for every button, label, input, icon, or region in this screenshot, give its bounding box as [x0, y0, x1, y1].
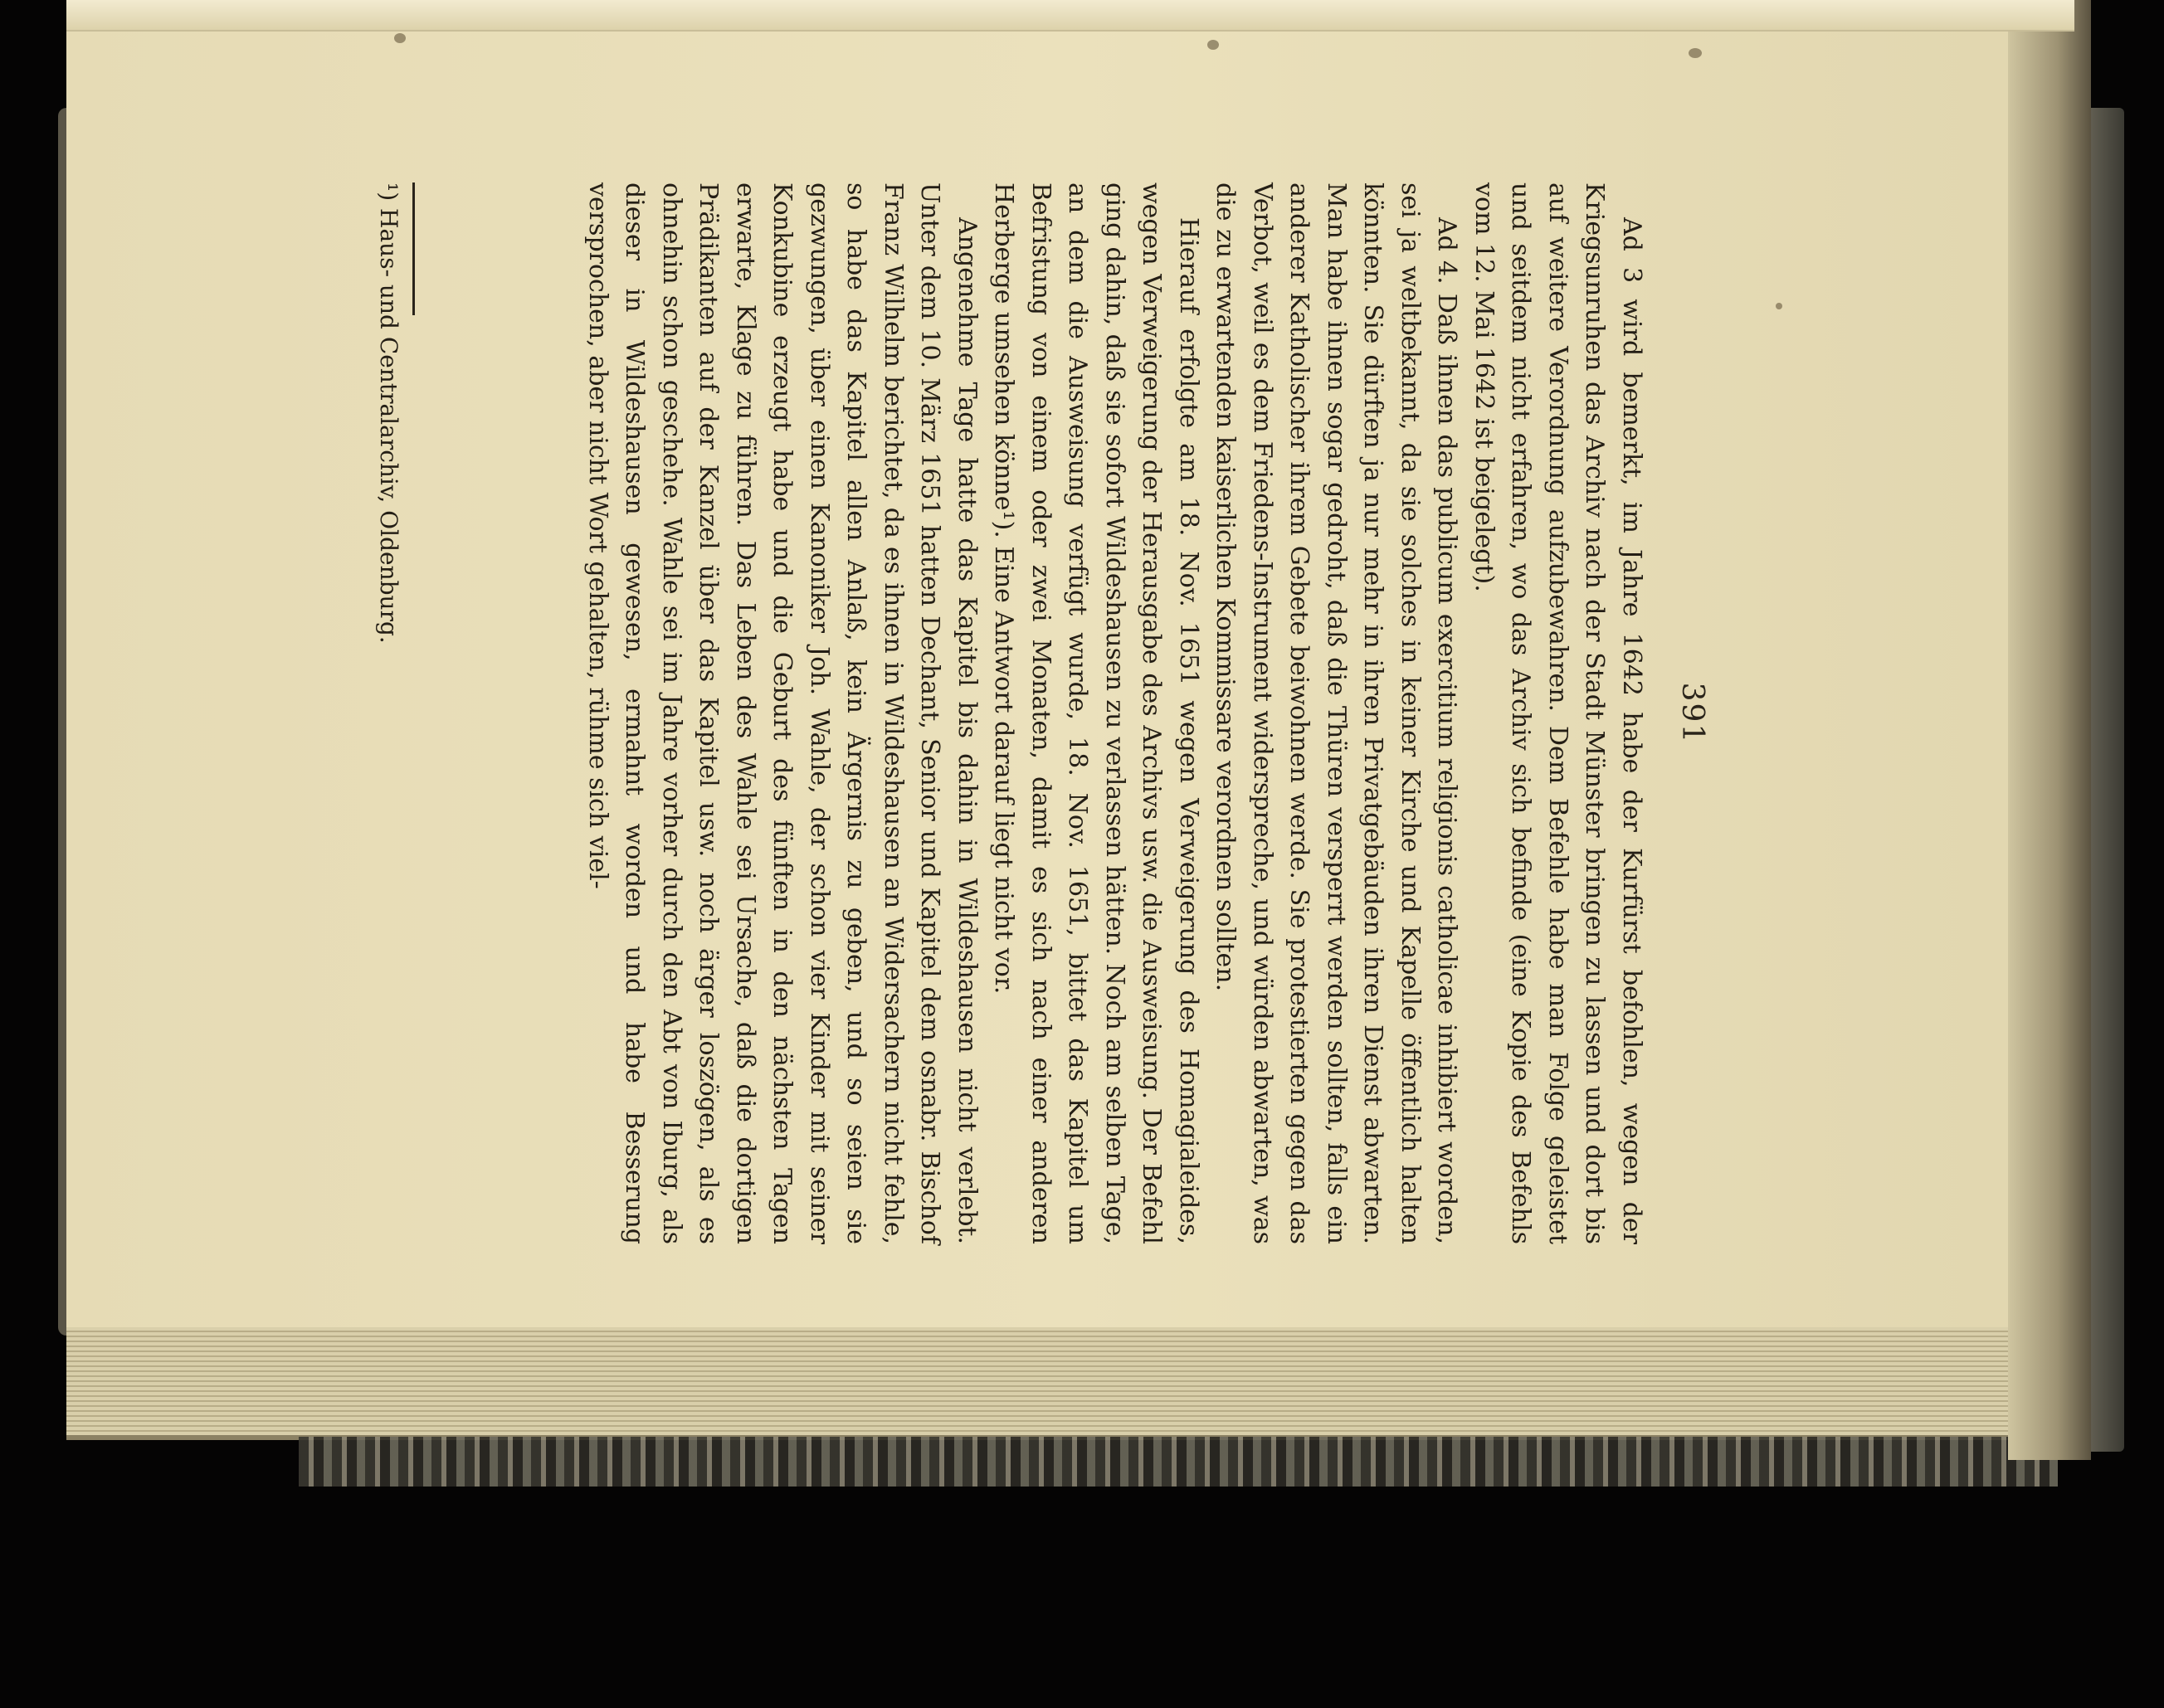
- paragraph: Angenehme Tage hatte das Kapitel bis dahin in Wildeshausen nicht verlebt. Unter dem 10. März 1651 hatten Dechant, Senior und Kapitel dem osnabr. Bischof Franz Wilhelm berichtet, da es ihnen in Wildeshausen an Widersachern nicht fehle, so habe das Kapitel allen Anlaß, kein Ärgernis zu geben, und so seien sie gezwungen, über einen Kanoniker Joh. Wahle, der schon vier Kinder mit seiner Konkubine erzeugt habe und die Geburt des fünften in den nächsten Tagen erwarte, Klage zu führen. Das Leben des Wahle sei Ursache, daß die dortigen Prädikanten auf der Kanzel über das Kapitel usw. noch ärger loszögen, als es ohnehin schon geschehe. Wahle sei im Jahre vorher durch den Abt von Iburg, als dieser in Wildeshausen gewesen, ermahnt worden und habe Besserung versprochen, aber nicht Wort gehalten, rühme sich viel-: [583, 182, 982, 1244]
- paragraph: Ad 3 wird bemerkt, im Jahre 1642 habe der Kurfürst befohlen, wegen der Kriegsunruhen das Archiv nach der Stadt Münster bringen zu lassen und dort bis auf weitere Verordnung aufzubewahren. Dem Befehle habe man Folge geleistet und seitdem nicht erfahren, wo das Archiv sich befinde (eine Kopie des Befehls vom 12. Mai 1642 ist beigelegt).: [1469, 182, 1646, 1244]
- paper-spot: [1207, 40, 1219, 50]
- body-text: [579, 182, 1650, 1244]
- paper-spot: [1689, 48, 1702, 58]
- paragraph: Hierauf erfolgte am 18. Nov. 1651 wegen Verweigerung des Homagialeides, wegen Verweigerung der Herausgabe des Archivs usw. die Ausweisung. Der Befehl ging dahin, daß sie sofort Wildeshausen zu verlassen hätten. Noch am selben Tage, an dem die Ausweisung verfügt wurde, 18. Nov. 1651, bittet das Kapitel um Befristung von einem oder zwei Monaten, damit es sich nach einer anderen Herberge umsehen könne¹). Eine Antwort darauf liegt nicht vor.: [989, 182, 1203, 1244]
- paragraph: Ad 4. Daß ihnen das publicum exercitium religionis catholicae inhibiert worden, sei ja weltbekannt, da sie solches in keiner Kirche und Kapelle öffentlich halten könnten. Sie dürften ja nur mehr in ihren Privatgebäuden ihren Dienst abwarten. Man habe ihnen sogar gedroht, daß die Thüren versperrt werden sollten, falls ein anderer Katholischer ihrem Gebete beiwohnen werde. Sie protestierten gegen das Verbot, weil es dem Friedens-Instrument widerspreche, und würden abwarten, was die zu erwartenden kaiserlichen Kommissare verordnen sollten.: [1211, 182, 1462, 1244]
- page-gutter: [2008, 0, 2091, 1460]
- paper-spot: [394, 33, 406, 43]
- footnote-rule: [412, 182, 415, 315]
- footnote: ¹) Haus- und Centralarchiv, Oldenburg.: [375, 182, 402, 644]
- marbled-cover-edge: [299, 1437, 2058, 1487]
- page-edges: [66, 1311, 2074, 1440]
- page-number: 391: [1675, 682, 1709, 745]
- paper-spot: [1776, 303, 1782, 309]
- page-top-fold: [66, 0, 2074, 32]
